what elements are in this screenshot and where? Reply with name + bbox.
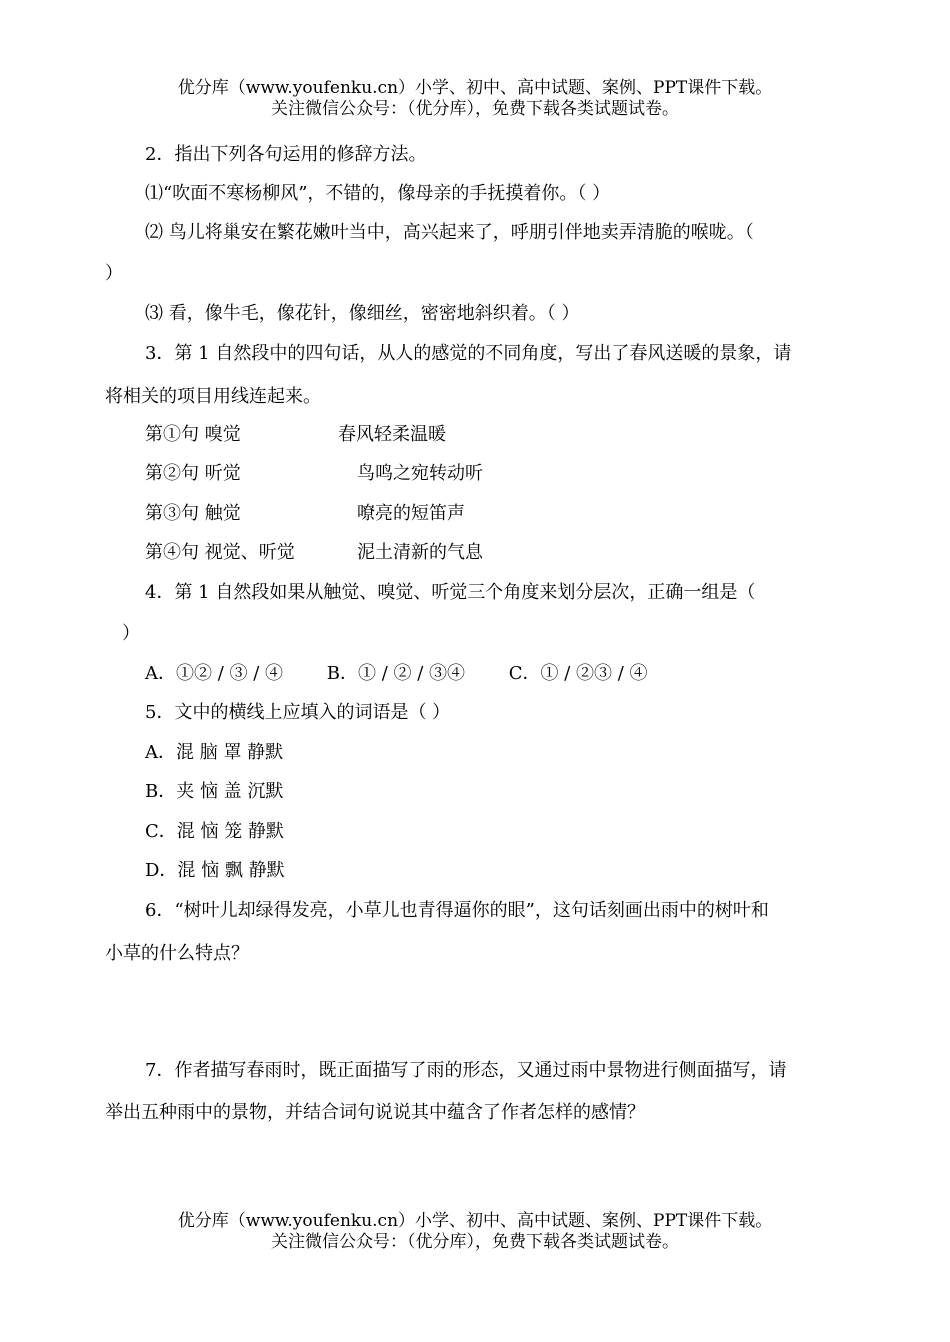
q6-title-cont: 小草的什么特点？ [105,943,249,964]
q3-left-1: 第①句 嗅觉 [145,424,241,445]
header-line-1: 优分库（www.youfenku.cn）小学、初中、高中试题、案例、PPT课件下载。 [177,78,773,98]
q3-right-2: 鸟鸣之宛转动听 [357,463,483,484]
q2-item-2: ⑵ 鸟儿将巢安在繁花嫩叶当中，高兴起来了，呼朋引伴地卖弄清脆的喉咙。（ [145,222,754,243]
q3-left-2: 第②句 听觉 [145,463,241,484]
q2-item-3: ⑶ 看，像牛毛，像花针，像细丝，密密地斜织着。（ ） [145,303,580,324]
q5-option-d: D．混 恼 飘 静默 [145,860,285,881]
q2-item-2-end: ） [105,263,123,284]
footer-line-2: 关注微信公众号：（优分库），免费下载各类试题试卷。 [271,1232,679,1252]
q4-option-a: A．①② / ③ / ④ [145,663,284,684]
q4-options [145,662,648,686]
q5-option-b: B．夹 恼 盖 沉默 [145,781,284,802]
q4-option-b: B．① / ② / ③④ [326,663,465,684]
q3-left-3: 第③句 触觉 [145,503,241,524]
q3-right-3: 嘹亮的短笛声 [357,503,465,524]
q3-title: 3．第 1 自然段中的四句话，从人的感觉的不同角度，写出了春风送暖的景象，请 [145,343,792,364]
q2-item-1: ⑴“吹面不寒杨柳风”，不错的，像母亲的手抚摸着你。（ ） [145,183,611,204]
header-line-2: 关注微信公众号：（优分库），免费下载各类试题试卷。 [271,99,679,119]
q7-title-cont: 举出五种雨中的景物，并结合词句说说其中蕴含了作者怎样的感情？ [105,1102,645,1123]
q5-option-c: C．混 恼 笼 静默 [145,821,284,842]
q4-title: 4．第 1 自然段如果从触觉、嗅觉、听觉三个角度来划分层次，正确一组是（ [145,582,756,603]
q3-title-cont: 将相关的项目用线连起来。 [105,386,321,407]
q3-right-4: 泥土清新的气息 [357,542,483,563]
q2-title: 2．指出下列各句运用的修辞方法。 [145,144,427,165]
footer-line-1: 优分库（www.youfenku.cn）小学、初中、高中试题、案例、PPT课件下载。 [177,1211,773,1231]
q5-title: 5．文中的横线上应填入的词语是（ ） [145,702,451,723]
q3-right-1: 春风轻柔温暖 [338,424,446,445]
q4-option-c: C．① / ②③ / ④ [508,663,648,684]
q6-title: 6．“树叶儿却绿得发亮，小草儿也青得逼你的眼”，这句话刻画出雨中的树叶和 [145,900,769,921]
q3-left-4: 第④句 视觉、听觉 [145,542,295,563]
q4-title-end: ） [122,623,140,644]
q7-title: 7．作者描写春雨时，既正面描写了雨的形态，又通过雨中景物进行侧面描写，请 [145,1060,787,1081]
q5-option-a: A．混 脑 罩 静默 [145,742,284,763]
